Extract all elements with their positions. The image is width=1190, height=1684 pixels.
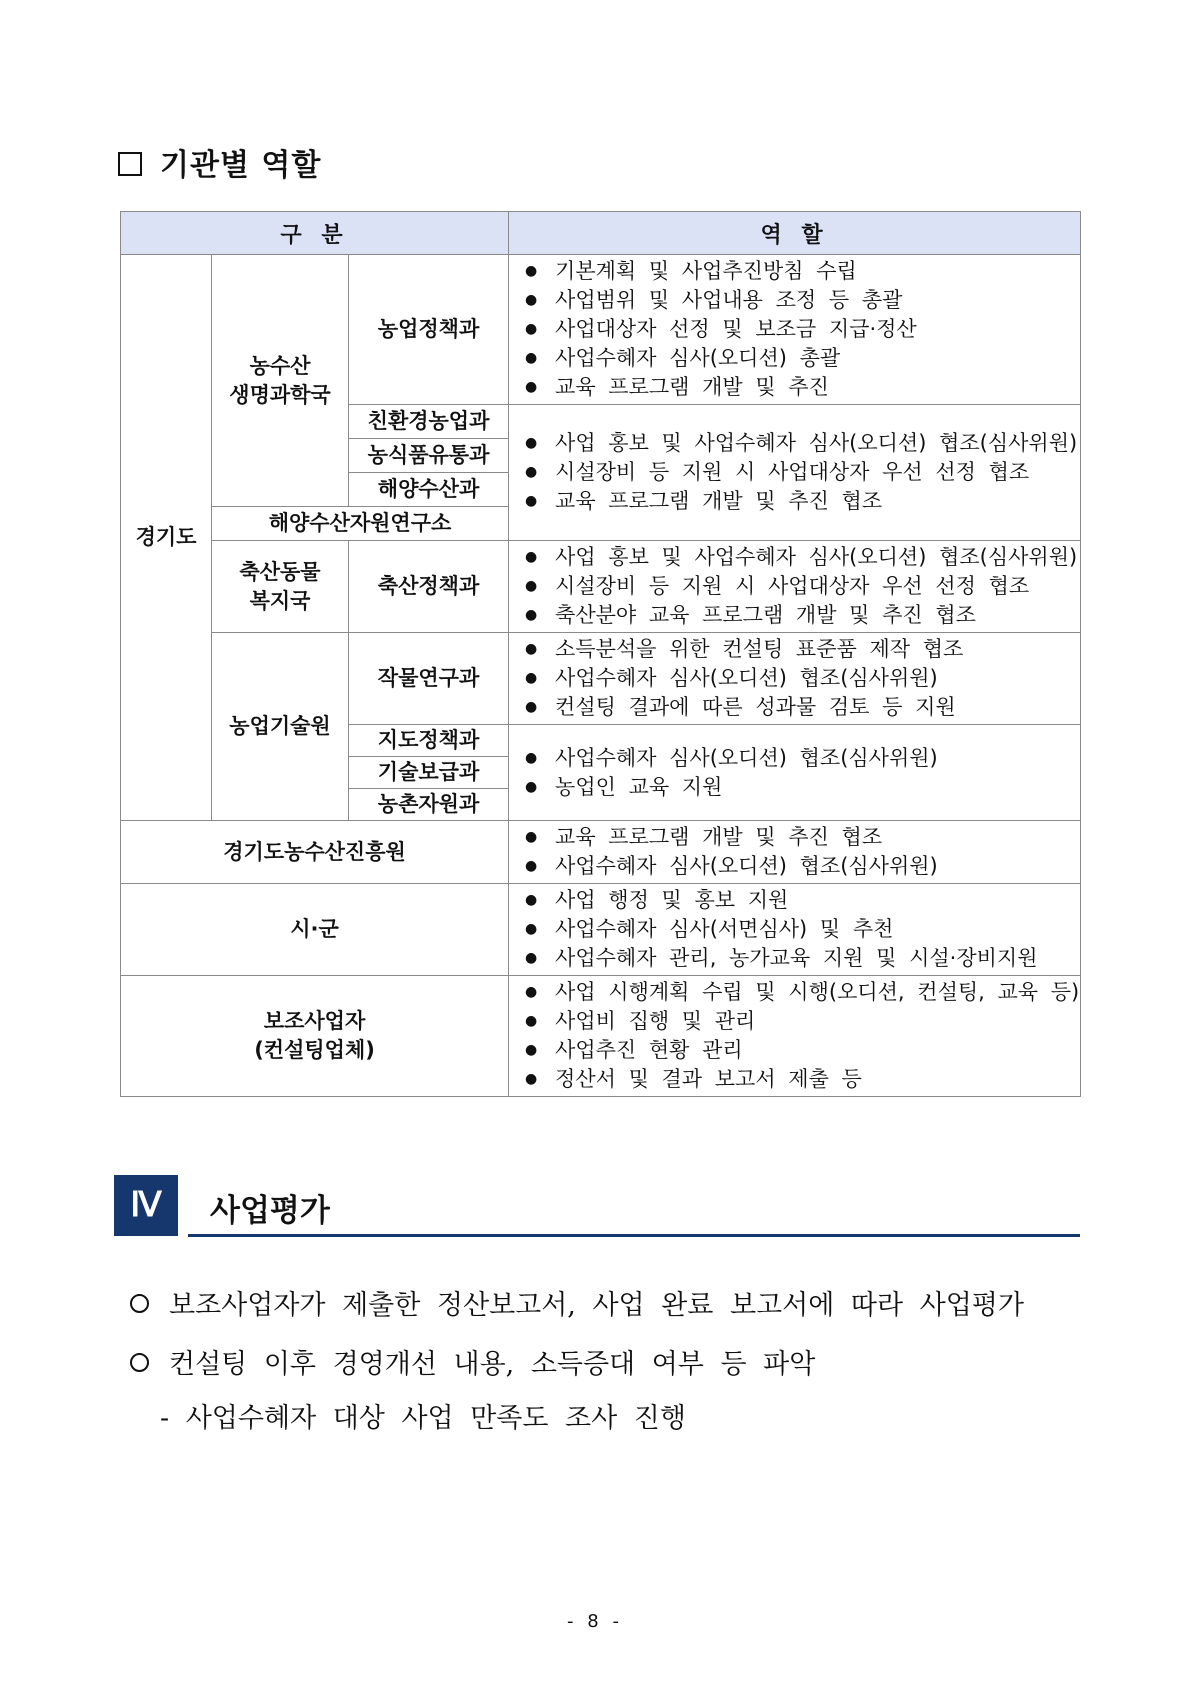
- org-city-county: 시·군: [121, 884, 509, 976]
- org-food-distribution: 농식품유통과: [349, 439, 509, 473]
- role-list-item: ● 사업 시행계획 수립 및 시행(오디션, 컨설팅, 교육 등): [525, 978, 1080, 1007]
- section-number-badge: Ⅳ: [114, 1175, 178, 1236]
- org-agri-tech: 농업기술원: [212, 633, 349, 821]
- role-list-item: ● 사업수혜자 심사(오디션) 협조(심사위원): [525, 744, 1080, 773]
- role-list-item: ● 사업수혜자 심사(오디션) 협조(심사위원): [525, 664, 1080, 693]
- table-row: [121, 976, 1081, 1097]
- section-header: [114, 1175, 1080, 1237]
- role-list-item: ● 정산서 및 결과 보고서 제출 등: [525, 1065, 1080, 1094]
- role-list-item: ● 사업비 집행 및 관리: [525, 1007, 1080, 1036]
- role-list-item: ● 교육 프로그램 개발 및 추진 협조: [525, 487, 1080, 516]
- role-cell: [509, 976, 1081, 1097]
- org-marine-institute: 해양수산자원연구소: [212, 507, 509, 541]
- header-role: 역 할: [509, 212, 1081, 255]
- role-list: [525, 823, 1080, 881]
- role-list-item: ● 기본계획 및 사업추진방침 수립: [525, 257, 1080, 286]
- table-row: [121, 633, 1081, 725]
- role-list: [525, 635, 1080, 722]
- role-list-item: ● 사업수혜자 관리, 농가교육 지원 및 시설·장비지원: [525, 944, 1080, 973]
- section-underline: [188, 1234, 1080, 1237]
- table-row: [121, 884, 1081, 976]
- checkbox-square-icon: [118, 152, 142, 176]
- section-title: 사업평가: [210, 1193, 330, 1229]
- page-number: - 8 -: [567, 1611, 623, 1632]
- role-list-item: ● 사업수혜자 심사(오디션) 총괄: [525, 344, 1080, 373]
- table-row: [121, 821, 1081, 884]
- org-tech-dissemination: 기술보급과: [349, 757, 509, 789]
- role-list-item: ● 소득분석을 위한 컨설팅 표준품 제작 협조: [525, 635, 1080, 664]
- role-list-item: ● 축산분야 교육 프로그램 개발 및 추진 협조: [525, 601, 1080, 630]
- org-marine: 해양수산과: [349, 473, 509, 507]
- body-sub-item: - 사업수혜자 대상 사업 만족도 조사 진행: [160, 1403, 686, 1434]
- table-header-row: [121, 212, 1081, 255]
- table-row: [121, 255, 1081, 405]
- role-cell: [509, 725, 1081, 821]
- role-list: [525, 543, 1080, 630]
- role-cell: [509, 255, 1081, 405]
- role-list: [525, 429, 1080, 516]
- org-agri-policy: 농업정책과: [349, 255, 509, 405]
- table-row: [121, 541, 1081, 633]
- section-heading: 기관별 역할: [118, 140, 321, 184]
- org-eco-agri: 친환경농업과: [349, 405, 509, 439]
- org-guidance-policy: 지도정책과: [349, 725, 509, 757]
- role-cell: [509, 821, 1081, 884]
- body-item: 보조사업자가 제출한 정산보고서, 사업 완료 보고서에 따라 사업평가: [130, 1283, 1024, 1322]
- role-list-item: ● 사업범위 및 사업내용 조정 등 총괄: [525, 286, 1080, 315]
- role-cell: [509, 405, 1081, 541]
- org-livestock-bureau: 축산동물 복지국: [212, 541, 349, 633]
- role-list-item: ● 사업수혜자 심사(오디션) 협조(심사위원): [525, 852, 1080, 881]
- role-list-item: ● 시설장비 등 지원 시 사업대상자 우선 선정 협조: [525, 458, 1080, 487]
- role-list-item: ● 교육 프로그램 개발 및 추진 협조: [525, 823, 1080, 852]
- org-crop-research: 작물연구과: [349, 633, 509, 725]
- org-livestock-policy: 축산정책과: [349, 541, 509, 633]
- role-list-item: ● 사업대상자 선정 및 보조금 지급·정산: [525, 315, 1080, 344]
- org-rural-resources: 농촌자원과: [349, 789, 509, 821]
- role-list: [525, 886, 1080, 973]
- role-cell: [509, 541, 1081, 633]
- role-list-item: ● 사업 홍보 및 사업수혜자 심사(오디션) 협조(심사위원): [525, 543, 1080, 572]
- circle-bullet-icon: [130, 1353, 149, 1372]
- circle-bullet-icon: [130, 1294, 149, 1313]
- role-list-item: ● 컨설팅 결과에 따른 성과물 검토 등 지원: [525, 693, 1080, 722]
- role-cell: [509, 884, 1081, 976]
- role-list-item: ● 사업 홍보 및 사업수혜자 심사(오디션) 협조(심사위원): [525, 429, 1080, 458]
- header-division: 구 분: [121, 212, 509, 255]
- org-agri-bureau: 농수산 생명과학국: [212, 255, 349, 507]
- role-list-item: ● 시설장비 등 지원 시 사업대상자 우선 선정 협조: [525, 572, 1080, 601]
- body-item: 컨설팅 이후 경영개선 내용, 소득증대 여부 등 파악: [130, 1342, 815, 1381]
- role-list: [525, 744, 1080, 802]
- role-list-item: ● 농업인 교육 지원: [525, 773, 1080, 802]
- role-list-item: ● 사업 행정 및 홍보 지원: [525, 886, 1080, 915]
- org-promotion-agency: 경기도농수산진흥원: [121, 821, 509, 884]
- roles-table: [120, 211, 1081, 1097]
- org-operator: 보조사업자 (컨설팅업체): [121, 976, 509, 1097]
- org-gyeonggi: 경기도: [121, 255, 212, 821]
- role-list-item: ● 사업추진 현황 관리: [525, 1036, 1080, 1065]
- role-list-item: ● 교육 프로그램 개발 및 추진: [525, 373, 1080, 402]
- role-list-item: ● 사업수혜자 심사(서면심사) 및 추천: [525, 915, 1080, 944]
- role-cell: [509, 633, 1081, 725]
- role-list: [525, 257, 1080, 402]
- role-list: [525, 978, 1080, 1094]
